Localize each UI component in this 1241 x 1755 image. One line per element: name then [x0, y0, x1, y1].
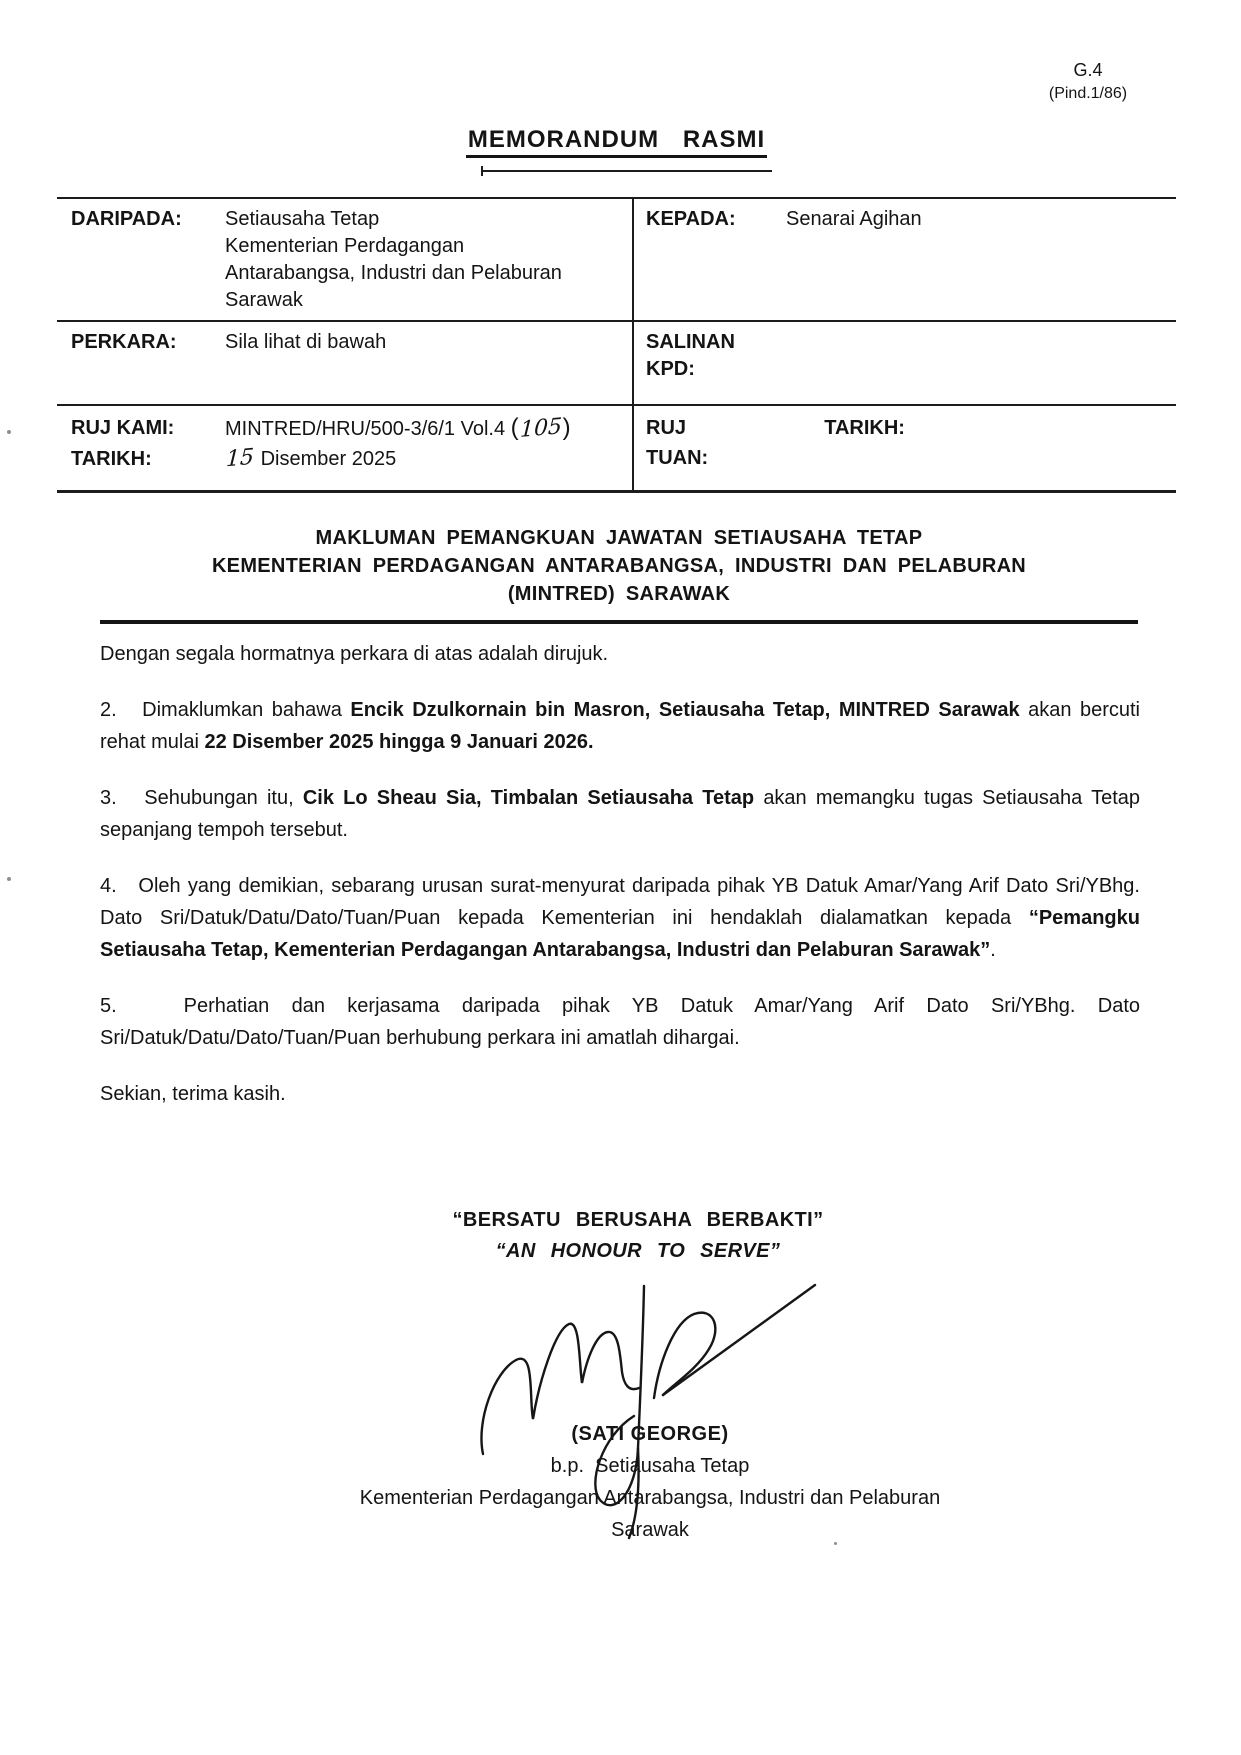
table-row-ruj-tarikh [57, 406, 1176, 490]
p2-text: akan bercuti rehat mulai [100, 699, 1140, 753]
perkara-label: PERKARA: [71, 331, 177, 353]
scan-artifact-dot [7, 430, 11, 434]
paragraph-4 [100, 870, 1140, 966]
paragraph-1: Dengan segala hormatnya perkara di atas adalah dirujuk. [100, 643, 609, 665]
perkara-value: Sila lihat di bawah [225, 331, 387, 353]
p3-text: akan memangku tugas Setiausaha Tetap sepanjang tempoh tersebut. [100, 787, 1141, 841]
paren-open: ( [510, 414, 519, 441]
daripada-line: Sarawak [225, 289, 303, 311]
daripada-cell [57, 199, 632, 320]
p4-text: 4. Oleh yang demikian, sebarang urusan surat-menyurat daripada pihak YB Datuk Amar/Yang Arif Dato Sri/YBhg. Dato Sri/Datuk/Datu/Dato/Tuan/Puan kepada Kementerian ini hendaklah dialamatkan kepada [100, 875, 1140, 929]
ruj-kami-label: RUJ KAMI: [71, 417, 175, 439]
ruj-kami-number: MINTRED/HRU/500-3/6/1 Vol.4 [225, 418, 506, 440]
paragraph-5: 5. Perhatian dan kerjasama daripada pihak YB Datuk Amar/Yang Arif Dato Sri/YBhg. Dato Sri/Datuk/Datu/Dato/Tuan/Puan berhubung perkara ini amatlah dihargai. [100, 995, 1140, 1049]
motto-line2: “AN HONOUR TO SERVE” [495, 1240, 781, 1262]
ruj-tuan-label-line1: RUJ [646, 417, 687, 439]
salinan-label-line2: KPD: [646, 358, 695, 380]
signatory-on-behalf: b.p. Setiausaha Tetap [550, 1455, 750, 1477]
form-code-block [1008, 58, 1168, 106]
scan-artifact-tick [481, 166, 483, 176]
kepada-cell [632, 199, 1176, 320]
subject-heading [100, 524, 1138, 624]
closing-line: Sekian, terima kasih. [100, 1083, 286, 1105]
daripada-line: Kementerian Perdagangan [225, 235, 465, 257]
tarikh-month-year: Disember 2025 [260, 448, 397, 470]
ruj-tuan-label-line2: TUAN: [646, 447, 709, 469]
salinan-cell [632, 322, 1176, 404]
paragraph-3 [100, 782, 1140, 846]
daripada-line: Setiausaha Tetap [225, 208, 380, 230]
subject-line1: MAKLUMAN PEMANGKUAN JAWATAN SETIAUSAHA TETAP [315, 527, 923, 549]
form-revision: (Pind.1/86) [1048, 85, 1128, 102]
kepada-value: Senarai Agihan [786, 208, 922, 230]
signatory-region: Sarawak [611, 1519, 689, 1541]
tarikh-label: TARIKH: [71, 448, 152, 470]
table-row-perkara-salinan [57, 322, 1176, 406]
signatory-org: Kementerian Perdagangan Antarabangsa, Industri dan Pelaburan [359, 1487, 941, 1509]
kepada-label: KEPADA: [646, 208, 736, 230]
p3-text: 3. Sehubungan itu, [100, 787, 303, 809]
memo-body [100, 638, 1140, 1134]
paragraph-2 [100, 694, 1140, 758]
salinan-label-line1: SALINAN [646, 331, 735, 353]
p4-bold-address: “Pemangku Setiausaha Tetap, Kementerian Perdagangan Antarabangsa, Industri dan Pelaburan Sarawak” [100, 907, 1140, 961]
daripada-label: DARIPADA: [71, 208, 182, 230]
p2-bold-dates: 22 Disember 2025 hingga 9 Januari 2026. [204, 731, 594, 753]
scan-artifact-dot [7, 877, 11, 881]
paren-close: ) [562, 414, 571, 441]
ruj-kami-cell [57, 406, 632, 490]
p2-bold-name: Encik Dzulkornain bin Masron, Setiausaha Tetap, MINTRED Sarawak [350, 699, 1020, 721]
tarikh-value [225, 444, 626, 474]
ruj-tuan-cell [632, 406, 1176, 490]
subject-line2: KEMENTERIAN PERDAGANGAN ANTARABANGSA, INDUSTRI DAN PELABURAN [211, 555, 1027, 577]
signatory-name: (SATI GEORGE) [571, 1423, 729, 1445]
p2-text: 2. Dimaklumkan bahawa [100, 699, 351, 721]
daripada-line: Antarabangsa, Industri dan Pelaburan [225, 262, 562, 284]
document-title: MEMORANDUM RASMI [466, 126, 767, 158]
ruj-kami-line [71, 413, 626, 444]
form-code: G.4 [1073, 60, 1103, 80]
perkara-cell [57, 322, 632, 404]
motto-line1: “BERSATU BERUSAHA BERBAKTI” [452, 1209, 824, 1231]
p3-bold-name: Cik Lo Sheau Sia, Timbalan Setiausaha Tetap [302, 787, 755, 809]
daripada-value [225, 206, 626, 314]
tarikh-tuan-label: TARIKH: [824, 417, 905, 439]
ruj-kami-value [225, 413, 626, 444]
document-title-wrap [57, 126, 1176, 154]
handwritten-volume-number: 105 [519, 414, 563, 443]
handwritten-day: 15 [225, 444, 255, 473]
subject-line3: (MINTRED) SARAWAK [507, 583, 731, 605]
tarikh-line [71, 444, 626, 474]
table-row-daripada-kepada [57, 199, 1176, 322]
memo-header-table [57, 197, 1176, 493]
signoff-block [100, 1418, 1200, 1546]
p4-text: . [990, 939, 996, 961]
motto-block [57, 1205, 1219, 1267]
ruj-tuan-label [646, 413, 708, 473]
scan-artifact-line [482, 170, 772, 172]
